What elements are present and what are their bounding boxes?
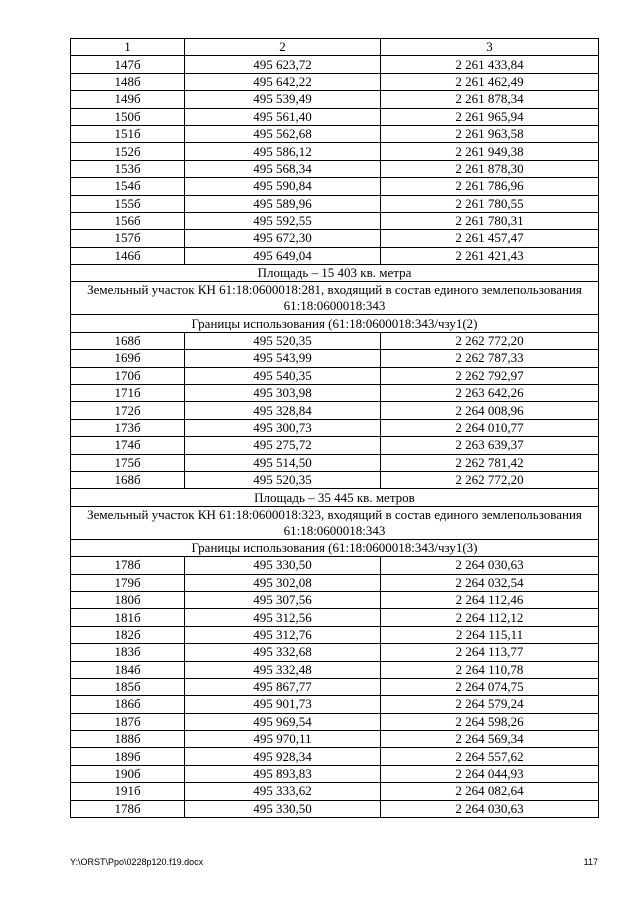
point-number-cell: 147б (71, 56, 185, 73)
table-row (71, 557, 599, 574)
table-row (71, 419, 599, 436)
column-header: 1 (71, 39, 185, 56)
table-row (71, 332, 599, 349)
section-subtitle: Границы использования (61:18:0600018:343/чзу1(3) (71, 539, 599, 556)
y-coordinate-cell: 2 264 569,34 (381, 731, 599, 748)
x-coordinate-cell: 495 568,34 (185, 160, 381, 177)
x-coordinate-cell: 495 592,55 (185, 212, 381, 229)
y-coordinate-cell: 2 261 457,47 (381, 230, 599, 247)
point-number-cell: 151б (71, 125, 185, 142)
coordinates-table-body (71, 39, 599, 818)
y-coordinate-cell: 2 264 579,24 (381, 696, 599, 713)
point-number-cell: 190б (71, 765, 185, 782)
x-coordinate-cell: 495 332,68 (185, 644, 381, 661)
table-row (71, 644, 599, 661)
point-number-cell: 169б (71, 350, 185, 367)
x-coordinate-cell: 495 520,35 (185, 332, 381, 349)
x-coordinate-cell: 495 586,12 (185, 143, 381, 160)
column-header: 3 (381, 39, 599, 56)
table-row (71, 56, 599, 73)
y-coordinate-cell: 2 264 112,46 (381, 591, 599, 608)
table-row (71, 143, 599, 160)
x-coordinate-cell: 495 307,56 (185, 591, 381, 608)
point-number-cell: 178б (71, 800, 185, 817)
section-title-row (71, 282, 599, 315)
table-row (71, 437, 599, 454)
table-row (71, 574, 599, 591)
area-row (71, 489, 599, 506)
point-number-cell: 153б (71, 160, 185, 177)
y-coordinate-cell: 2 264 082,64 (381, 783, 599, 800)
y-coordinate-cell: 2 262 792,97 (381, 367, 599, 384)
column-header: 2 (185, 39, 381, 56)
point-number-cell: 181б (71, 609, 185, 626)
x-coordinate-cell: 495 302,08 (185, 574, 381, 591)
table-row (71, 800, 599, 817)
y-coordinate-cell: 2 261 878,30 (381, 160, 599, 177)
y-coordinate-cell: 2 261 421,43 (381, 247, 599, 264)
table-row (71, 402, 599, 419)
point-number-cell: 152б (71, 143, 185, 160)
x-coordinate-cell: 495 275,72 (185, 437, 381, 454)
point-number-cell: 173б (71, 419, 185, 436)
point-number-cell: 178б (71, 557, 185, 574)
table-row (71, 73, 599, 90)
y-coordinate-cell: 2 261 780,31 (381, 212, 599, 229)
point-number-cell: 184б (71, 661, 185, 678)
x-coordinate-cell: 495 623,72 (185, 56, 381, 73)
point-number-cell: 170б (71, 367, 185, 384)
x-coordinate-cell: 495 333,62 (185, 783, 381, 800)
y-coordinate-cell: 2 264 030,63 (381, 800, 599, 817)
y-coordinate-cell: 2 264 115,11 (381, 626, 599, 643)
table-row (71, 247, 599, 264)
x-coordinate-cell: 495 928,34 (185, 748, 381, 765)
point-number-cell: 189б (71, 748, 185, 765)
point-number-cell: 148б (71, 73, 185, 90)
y-coordinate-cell: 2 264 010,77 (381, 419, 599, 436)
table-row (71, 454, 599, 471)
x-coordinate-cell: 495 312,56 (185, 609, 381, 626)
table-row (71, 108, 599, 125)
point-number-cell: 154б (71, 178, 185, 195)
y-coordinate-cell: 2 264 598,26 (381, 713, 599, 730)
table-row (71, 230, 599, 247)
y-coordinate-cell: 2 262 787,33 (381, 350, 599, 367)
x-coordinate-cell: 495 562,68 (185, 125, 381, 142)
point-number-cell: 168б (71, 471, 185, 488)
table-row (71, 591, 599, 608)
x-coordinate-cell: 495 590,84 (185, 178, 381, 195)
table-header-row (71, 39, 599, 56)
y-coordinate-cell: 2 261 780,55 (381, 195, 599, 212)
y-coordinate-cell: 2 263 642,26 (381, 385, 599, 402)
y-coordinate-cell: 2 261 462,49 (381, 73, 599, 90)
y-coordinate-cell: 2 264 030,63 (381, 557, 599, 574)
y-coordinate-cell: 2 262 772,20 (381, 471, 599, 488)
point-number-cell: 182б (71, 626, 185, 643)
y-coordinate-cell: 2 261 433,84 (381, 56, 599, 73)
y-coordinate-cell: 2 261 949,38 (381, 143, 599, 160)
y-coordinate-cell: 2 261 878,34 (381, 91, 599, 108)
footer-file-path: Y:\ORST\Ppo\0228p120.f19.docx (70, 857, 204, 867)
table-row (71, 367, 599, 384)
point-number-cell: 174б (71, 437, 185, 454)
x-coordinate-cell: 495 330,50 (185, 557, 381, 574)
y-coordinate-cell: 2 261 786,96 (381, 178, 599, 195)
table-row (71, 696, 599, 713)
y-coordinate-cell: 2 262 781,42 (381, 454, 599, 471)
table-row (71, 125, 599, 142)
y-coordinate-cell: 2 262 772,20 (381, 332, 599, 349)
point-number-cell: 191б (71, 783, 185, 800)
point-number-cell: 171б (71, 385, 185, 402)
y-coordinate-cell: 2 264 032,54 (381, 574, 599, 591)
x-coordinate-cell: 495 969,54 (185, 713, 381, 730)
coordinates-table (70, 38, 599, 818)
x-coordinate-cell: 495 561,40 (185, 108, 381, 125)
point-number-cell: 179б (71, 574, 185, 591)
section-subtitle: Границы использования (61:18:0600018:343/чзу1(2) (71, 315, 599, 332)
x-coordinate-cell: 495 312,76 (185, 626, 381, 643)
point-number-cell: 156б (71, 212, 185, 229)
point-number-cell: 172б (71, 402, 185, 419)
y-coordinate-cell: 2 264 110,78 (381, 661, 599, 678)
x-coordinate-cell: 495 649,04 (185, 247, 381, 264)
point-number-cell: 149б (71, 91, 185, 108)
table-row (71, 178, 599, 195)
y-coordinate-cell: 2 264 074,75 (381, 678, 599, 695)
y-coordinate-cell: 2 264 113,77 (381, 644, 599, 661)
point-number-cell: 186б (71, 696, 185, 713)
y-coordinate-cell: 2 264 008,96 (381, 402, 599, 419)
x-coordinate-cell: 495 543,99 (185, 350, 381, 367)
table-row (71, 471, 599, 488)
point-number-cell: 175б (71, 454, 185, 471)
x-coordinate-cell: 495 867,77 (185, 678, 381, 695)
x-coordinate-cell: 495 540,35 (185, 367, 381, 384)
point-number-cell: 146б (71, 247, 185, 264)
point-number-cell: 183б (71, 644, 185, 661)
x-coordinate-cell: 495 300,73 (185, 419, 381, 436)
y-coordinate-cell: 2 263 639,37 (381, 437, 599, 454)
point-number-cell: 180б (71, 591, 185, 608)
point-number-cell: 185б (71, 678, 185, 695)
x-coordinate-cell: 495 332,48 (185, 661, 381, 678)
section-subtitle-row (71, 539, 599, 556)
x-coordinate-cell: 495 539,49 (185, 91, 381, 108)
y-coordinate-cell: 2 264 112,12 (381, 609, 599, 626)
point-number-cell: 187б (71, 713, 185, 730)
table-row (71, 385, 599, 402)
table-row (71, 748, 599, 765)
point-number-cell: 168б (71, 332, 185, 349)
area-summary: Площадь – 35 445 кв. метров (71, 489, 599, 506)
table-row (71, 609, 599, 626)
x-coordinate-cell: 495 642,22 (185, 73, 381, 90)
x-coordinate-cell: 495 303,98 (185, 385, 381, 402)
point-number-cell: 150б (71, 108, 185, 125)
table-row (71, 91, 599, 108)
point-number-cell: 155б (71, 195, 185, 212)
section-title: Земельный участок КН 61:18:0600018:323, входящий в состав единого землепользования 61:18:0600018:343 (71, 506, 599, 539)
x-coordinate-cell: 495 589,96 (185, 195, 381, 212)
section-title-row (71, 506, 599, 539)
y-coordinate-cell: 2 261 965,94 (381, 108, 599, 125)
table-row (71, 731, 599, 748)
section-title: Земельный участок КН 61:18:0600018:281, входящий в состав единого землепользования 61:18:0600018:343 (71, 282, 599, 315)
table-row (71, 765, 599, 782)
point-number-cell: 157б (71, 230, 185, 247)
section-subtitle-row (71, 315, 599, 332)
footer-page-number: 117 (583, 857, 598, 867)
table-row (71, 350, 599, 367)
point-number-cell: 188б (71, 731, 185, 748)
y-coordinate-cell: 2 264 044,93 (381, 765, 599, 782)
table-row (71, 713, 599, 730)
x-coordinate-cell: 495 328,84 (185, 402, 381, 419)
y-coordinate-cell: 2 264 557,62 (381, 748, 599, 765)
area-summary: Площадь – 15 403 кв. метра (71, 265, 599, 282)
table-row (71, 678, 599, 695)
area-row (71, 265, 599, 282)
x-coordinate-cell: 495 330,50 (185, 800, 381, 817)
table-row (71, 212, 599, 229)
table-row (71, 160, 599, 177)
x-coordinate-cell: 495 893,83 (185, 765, 381, 782)
table-row (71, 661, 599, 678)
table-row (71, 783, 599, 800)
table-row (71, 626, 599, 643)
table-row (71, 195, 599, 212)
x-coordinate-cell: 495 901,73 (185, 696, 381, 713)
x-coordinate-cell: 495 672,30 (185, 230, 381, 247)
x-coordinate-cell: 495 970,11 (185, 731, 381, 748)
x-coordinate-cell: 495 514,50 (185, 454, 381, 471)
y-coordinate-cell: 2 261 963,58 (381, 125, 599, 142)
x-coordinate-cell: 495 520,35 (185, 471, 381, 488)
